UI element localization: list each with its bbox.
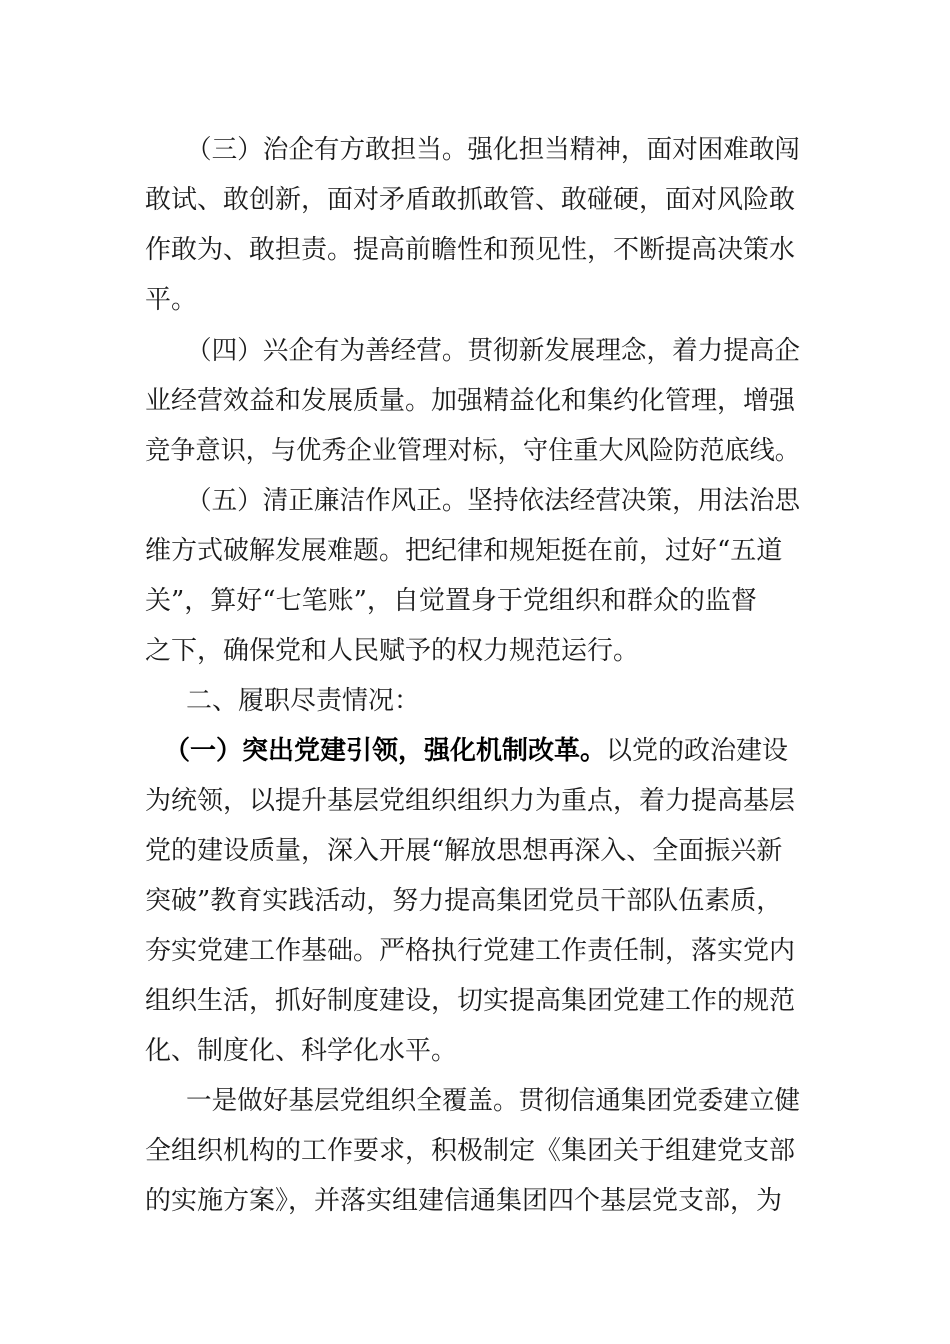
paragraph-line: 为统领，以提升基层党组织组织力为重点，着力提高基层 <box>145 786 796 816</box>
paragraph-line: （四）兴企有为善经营。贯彻新发展理念，着力提高企 <box>186 336 801 366</box>
paragraph-line: 关”，算好“七笔账”，自觉置身于党组织和群众的监督 <box>145 586 757 616</box>
paragraph-line: 业经营效益和发展质量。加强精益化和集约化管理，增强 <box>145 386 796 416</box>
paragraph-line: 平。 <box>145 285 198 315</box>
paragraph-line: 竞争意识，与优秀企业管理对标，守住重大风险防范底线。 <box>145 436 800 466</box>
paragraph-line: 突破”教育实践活动，努力提高集团党员干部队伍素质， <box>145 886 783 916</box>
paragraph-line: 组织生活，抓好制度建设，切实提高集团党建工作的规范 <box>145 986 796 1016</box>
paragraph-line: 化、制度化、科学化水平。 <box>145 1036 458 1066</box>
paragraph-line: 党的建设质量，深入开展“解放思想再深入、全面振兴新 <box>145 836 783 866</box>
paragraph-line: （五）清正廉洁作风正。坚持依法经营决策，用法治思 <box>186 486 801 516</box>
paragraph-line: 作敢为、敢担责。提高前瞻性和预见性，不断提高决策水 <box>145 235 796 265</box>
paragraph-text: 以党的政治建设 <box>606 736 789 766</box>
paragraph-line: 之下，确保党和人民赋予的权力规范运行。 <box>145 636 640 666</box>
paragraph-line: 的实施方案》，并落实组建信通集团四个基层党支部，为 <box>145 1186 783 1216</box>
paragraph-line-with-heading <box>164 734 788 768</box>
paragraph-line: 敢试、敢创新，面对矛盾敢抓敢管、敢碰硬，面对风险敢 <box>145 185 796 215</box>
paragraph-line: 全组织机构的工作要求，积极制定《集团关于组建党支部 <box>145 1136 796 1166</box>
paragraph-line: 夯实党建工作基础。严格执行党建工作责任制，落实党内 <box>145 936 796 966</box>
bold-subheading: （一）突出党建引领，强化机制改革。 <box>164 736 607 766</box>
section-heading: 二、履职尽责情况： <box>186 686 421 716</box>
paragraph-line: 一是做好基层党组织全覆盖。贯彻信通集团党委建立健 <box>186 1086 801 1116</box>
paragraph-line: 维方式破解发展难题。把纪律和规矩挺在前，过好“五道 <box>145 536 783 566</box>
paragraph-line: （三）治企有方敢担当。强化担当精神，面对困难敢闯 <box>186 135 801 165</box>
